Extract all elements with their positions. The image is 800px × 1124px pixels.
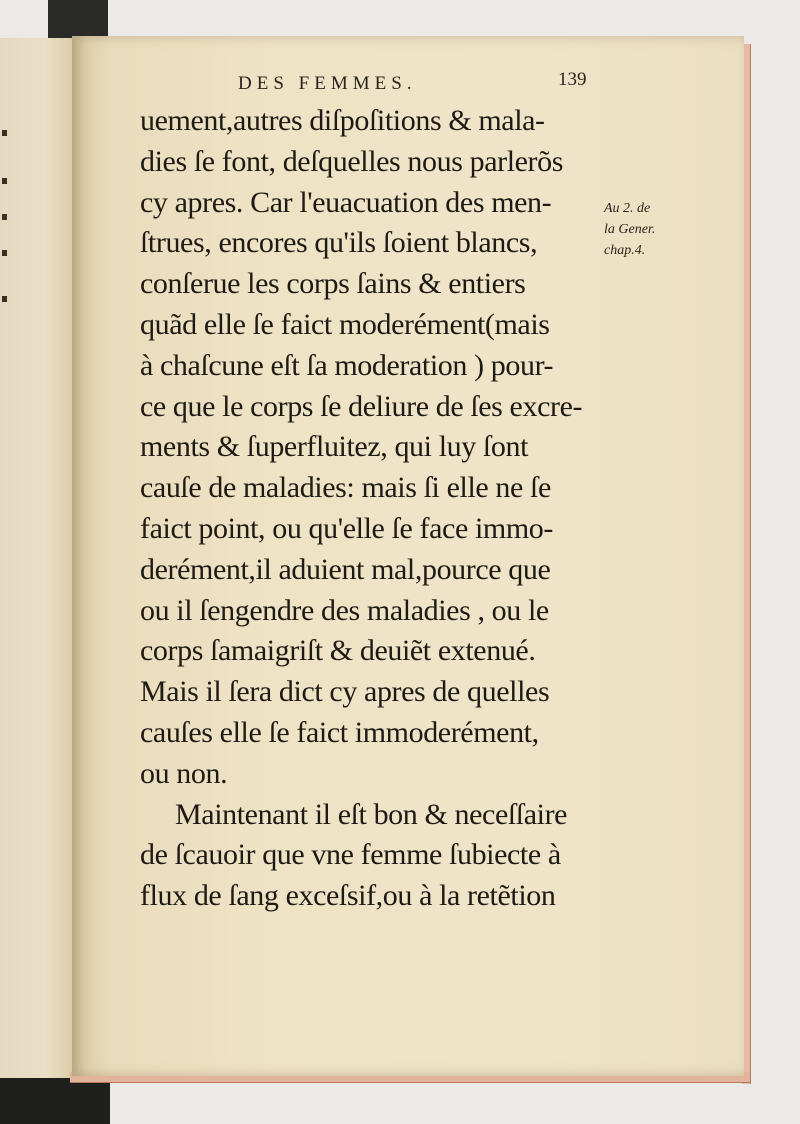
margin-note-line: chap.4. xyxy=(604,243,646,258)
left-page-edge xyxy=(0,38,78,1078)
text-line: conſerue les corps ſains & entiers xyxy=(140,267,526,301)
text-line: derément,il aduient mal,pource que xyxy=(140,552,551,586)
text-line: cauſes elle ſe faict immoderément, xyxy=(140,715,539,749)
text-line: ments & ſuperfluitez, qui luy ſont xyxy=(140,430,529,464)
text-line: Mais il ſera dict cy apres de quelles xyxy=(140,675,550,709)
ink-mark xyxy=(2,214,7,220)
text-line: ou il ſengendre des maladies , ou le xyxy=(140,593,549,627)
text-line: uement,autres diſpoſitions & mala- xyxy=(140,104,545,137)
margin-note-line: la Gener. xyxy=(604,222,656,237)
text-line: ſtrues, encores qu'ils ſoient blancs, xyxy=(140,226,538,260)
running-head: DES FEMMES. xyxy=(238,73,417,94)
marginal-note xyxy=(604,198,694,261)
text-line: flux de ſang exceſsif,ou à la retẽtion xyxy=(140,879,556,913)
ink-mark xyxy=(2,250,7,256)
text-line: ou non. xyxy=(140,756,228,790)
book-spine-top xyxy=(48,0,108,38)
text-line: cy apres. Car l'euacuation des men- xyxy=(140,185,552,219)
ink-mark xyxy=(2,130,7,136)
margin-note-line: Au 2. de xyxy=(604,201,651,216)
text-line: faict point, ou qu'elle ſe face immo- xyxy=(140,511,553,545)
body-text xyxy=(140,101,620,917)
ink-mark xyxy=(2,178,7,184)
text-line: quãd elle ſe faict moderément(mais xyxy=(140,307,550,341)
paragraph-start-line: Maintenant il eſt bon & neceſſaire xyxy=(175,797,568,831)
page-number: 139 xyxy=(558,69,587,90)
text-line: cauſe de maladies: mais ſi elle ne ſe xyxy=(140,471,551,505)
text-line: ce que le corps ſe deliure de ſes excre- xyxy=(140,389,583,423)
text-line: à chaſcune eſt ſa moderation ) pour- xyxy=(140,348,554,382)
ink-mark xyxy=(2,296,7,302)
text-line: dies ſe font, deſquelles nous parlerõs xyxy=(140,144,564,178)
text-line: corps ſamaigriſt & deuiẽt extenué. xyxy=(140,634,536,668)
text-line: de ſcauoir que vne femme ſubiecte à xyxy=(140,838,561,872)
